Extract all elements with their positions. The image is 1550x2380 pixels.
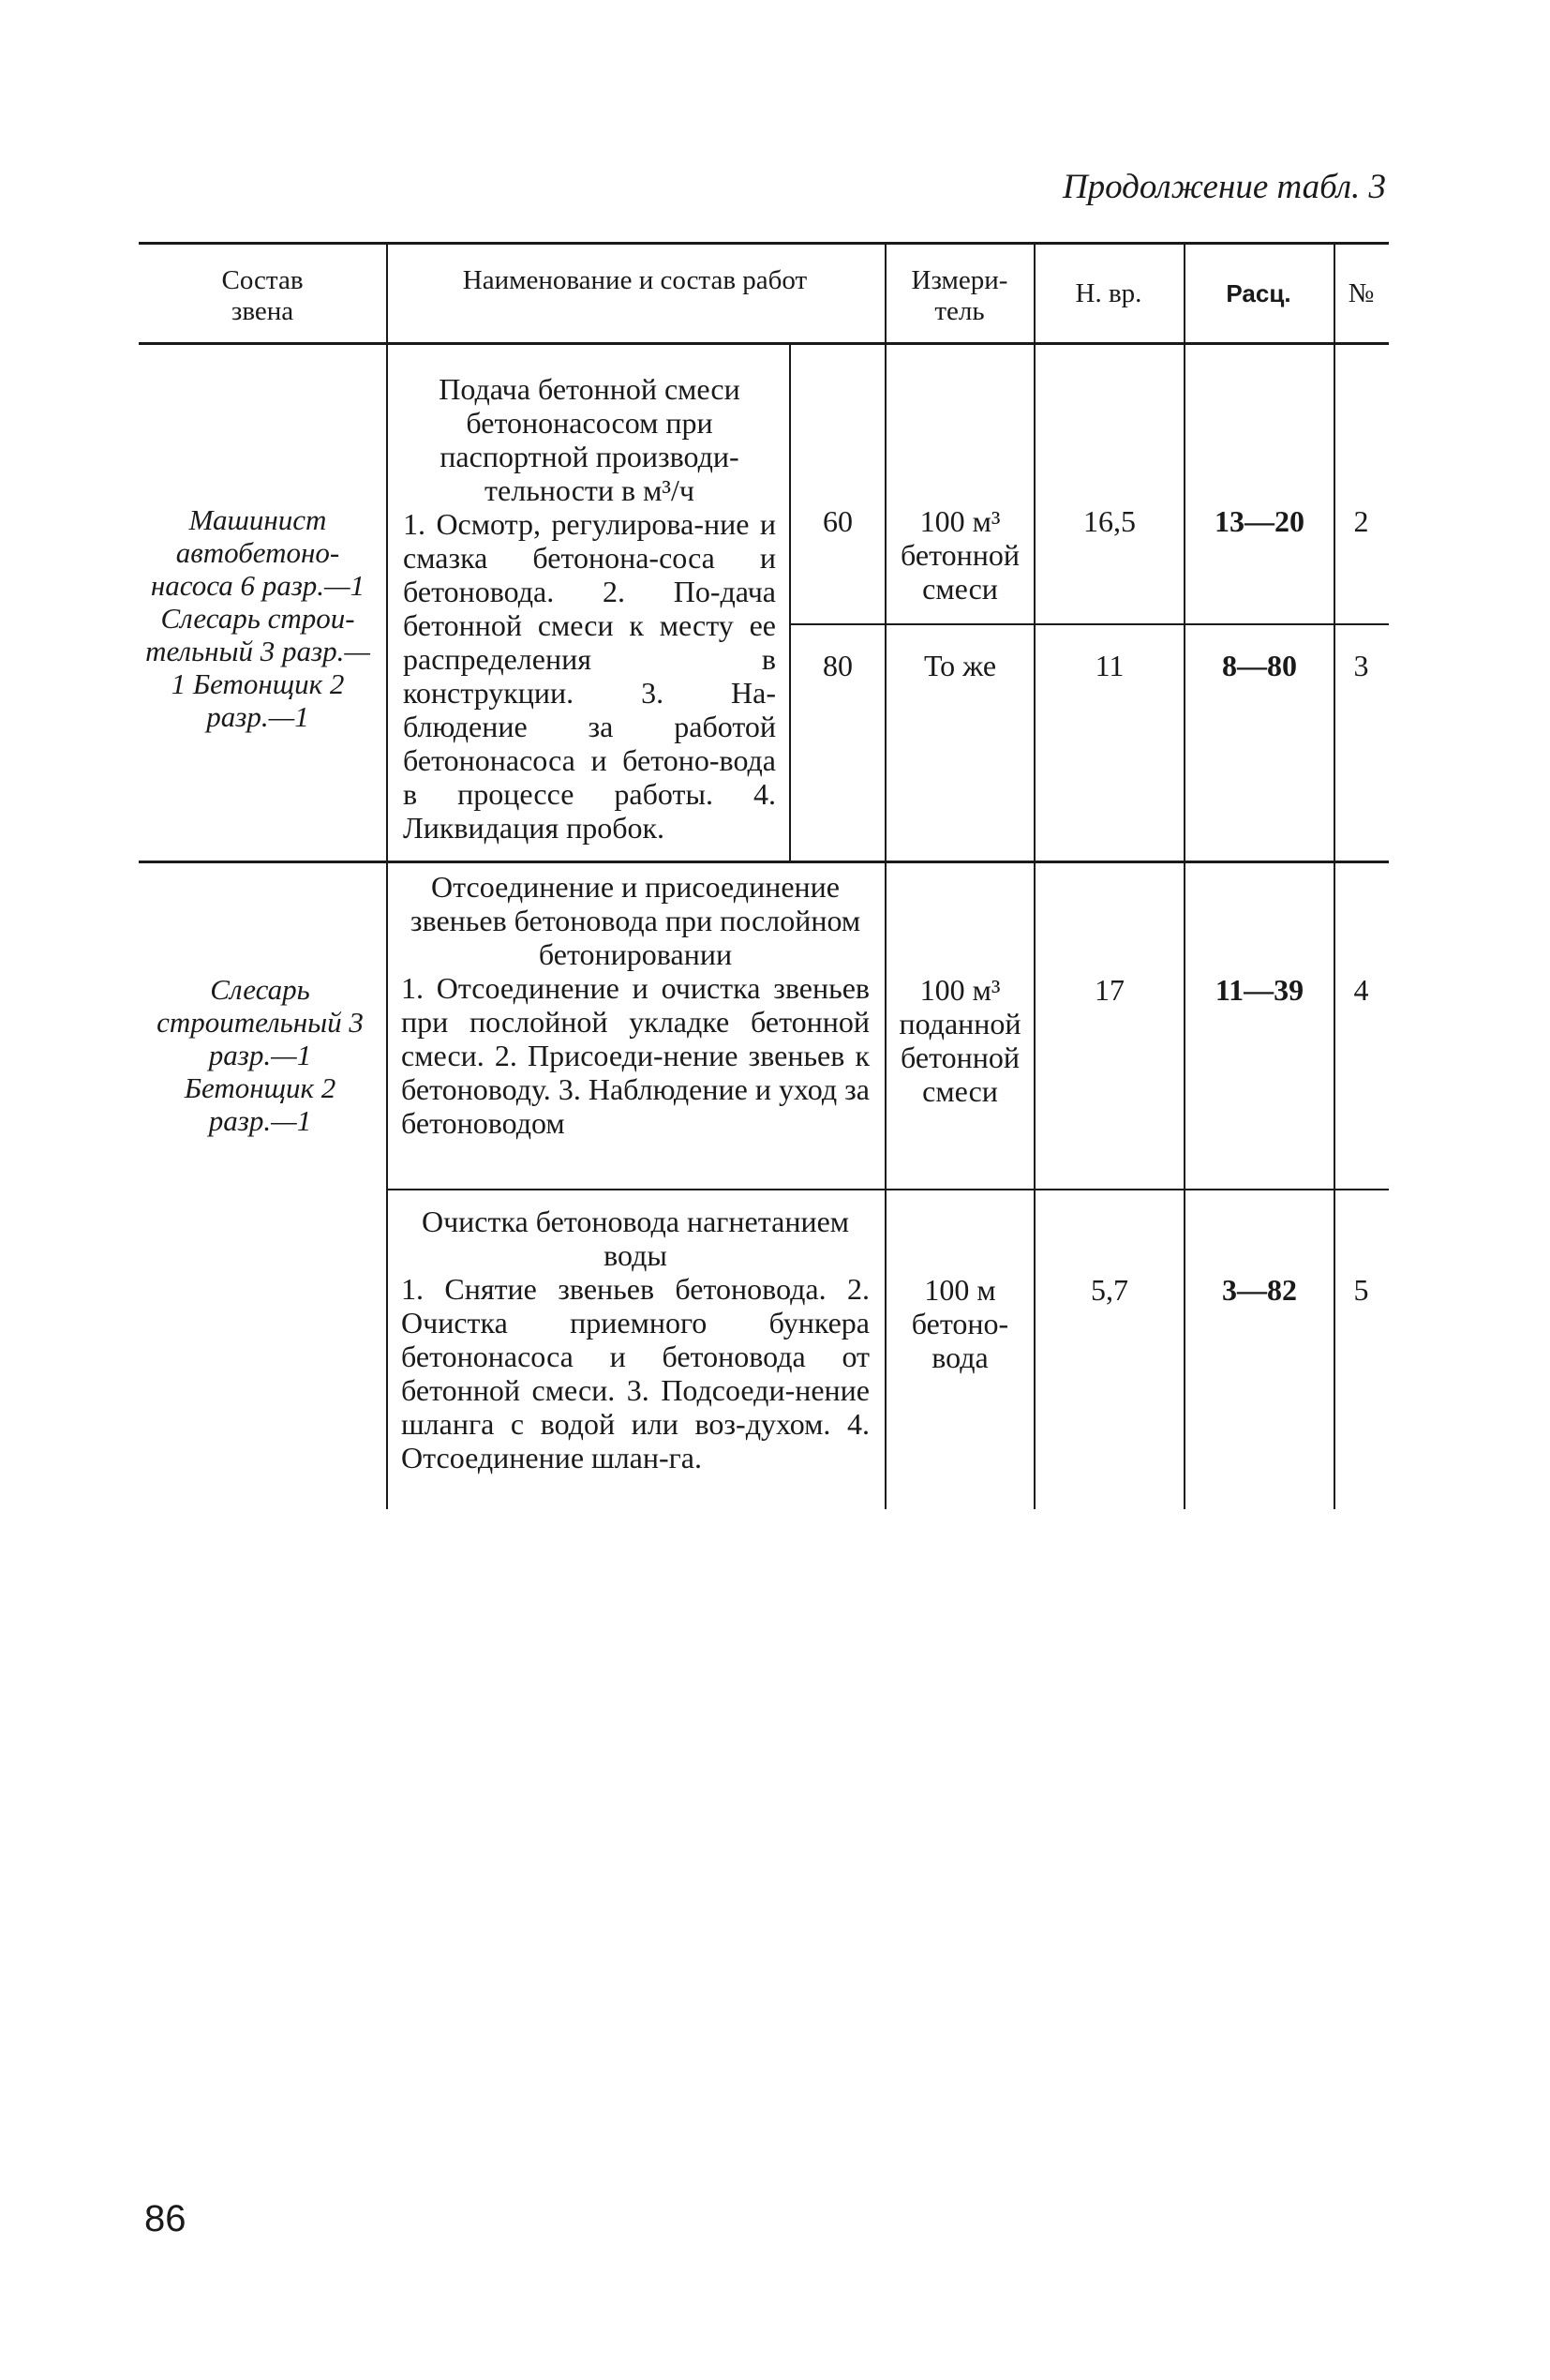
col-divider-norm	[1184, 242, 1185, 1509]
header-crew: Состав звена	[221, 265, 304, 326]
col-divider-work	[885, 242, 887, 1509]
table-caption: Продолжение табл. 3	[1062, 168, 1386, 206]
rate-row-2: 13—20	[1215, 504, 1304, 538]
header-work: Наименование и состав работ	[462, 265, 808, 295]
rate-row-5: 3—82	[1222, 1273, 1297, 1307]
work-steps-1: 1. Осмотр, регулирова-ние и смазка бетонона-соса и бетоновода. 2. По-дача бетонной смеси к месту ее распределения в конструкции. 3. На-блюдение за работой бетононасоса и бетоно-вода в процессе работы. 4. Ликвидация пробок.	[403, 507, 776, 845]
table-top-rule	[139, 242, 1389, 245]
work-steps-4: 1. Отсоединение и очистка звеньев при послойной укладке бетонной смеси. 2. Присоеди-нение звеньев к бетоноводу. 3. Наблюдение и уход за бетоноводом	[401, 971, 870, 1140]
norm-row-3: 11	[1095, 649, 1125, 682]
header-norm: Н. вр.	[1075, 278, 1142, 308]
capacity-row-2: 60	[823, 504, 853, 538]
entry-divider	[386, 1189, 1389, 1190]
unit-row-3: То же	[923, 649, 997, 682]
header-unit: Измери-тель	[911, 265, 1008, 326]
unit-row-5: 100 м бетоно-вода	[911, 1273, 1009, 1374]
rate-row-4: 11—39	[1215, 973, 1304, 1007]
col-divider-capacity	[789, 345, 791, 861]
page-number: 86	[144, 2198, 186, 2239]
work-title-5: Очистка бетоновода нагнетанием воды	[421, 1205, 850, 1272]
work-description-5	[401, 1205, 870, 1474]
work-title-1: Подача бетонной смеси бетононасосом при паспортной производи-тельности в м³/ч	[439, 372, 740, 507]
unit-row-2: 100 м³ бетонной смеси	[901, 504, 1020, 606]
norm-row-2: 16,5	[1083, 504, 1136, 538]
unit-row-4: 100 м³ поданной бетонной смеси	[899, 973, 1021, 1108]
crew-group-2: Слесарь строительный 3 разр.—1 Бетонщик 2 разр.—1	[156, 973, 364, 1137]
group-divider	[139, 861, 1389, 863]
work-description-4	[401, 870, 870, 1140]
work-title-4: Отсоединение и присоединение звеньев бетоновода при послойном бетонировании	[410, 870, 861, 971]
capacity-row-3: 80	[823, 649, 853, 682]
work-steps-5: 1. Снятие звеньев бетоновода. 2. Очистка приемного бункера бетононасоса и бетоновода от бетонной смеси. 3. Подсоеди-нение шланга с водой или воз-духом. 4. Отсоединение шлан-га.	[401, 1272, 870, 1474]
col-divider-rate	[1334, 242, 1335, 1509]
header-bottom-rule	[139, 342, 1389, 345]
norm-row-5: 5,7	[1091, 1273, 1128, 1307]
work-description-1	[403, 372, 776, 845]
number-row-4: 4	[1353, 973, 1369, 1007]
rate-row-3: 8—80	[1222, 649, 1297, 682]
crew-group-1: Машинист автобетоно-насоса 6 разр.—1 Слесарь строи-тельный 3 разр.—1 Бетонщик 2 разр.—1	[145, 503, 370, 733]
number-row-2: 2	[1353, 504, 1369, 538]
norm-row-4: 17	[1095, 973, 1125, 1007]
col-divider-unit	[1034, 242, 1036, 1509]
number-row-5: 5	[1353, 1273, 1369, 1307]
col-divider-crew	[386, 242, 388, 1509]
number-row-3: 3	[1353, 649, 1369, 682]
header-no: №	[1348, 278, 1375, 308]
row-divider	[789, 623, 1389, 625]
header-rate: Расц.	[1226, 279, 1291, 307]
